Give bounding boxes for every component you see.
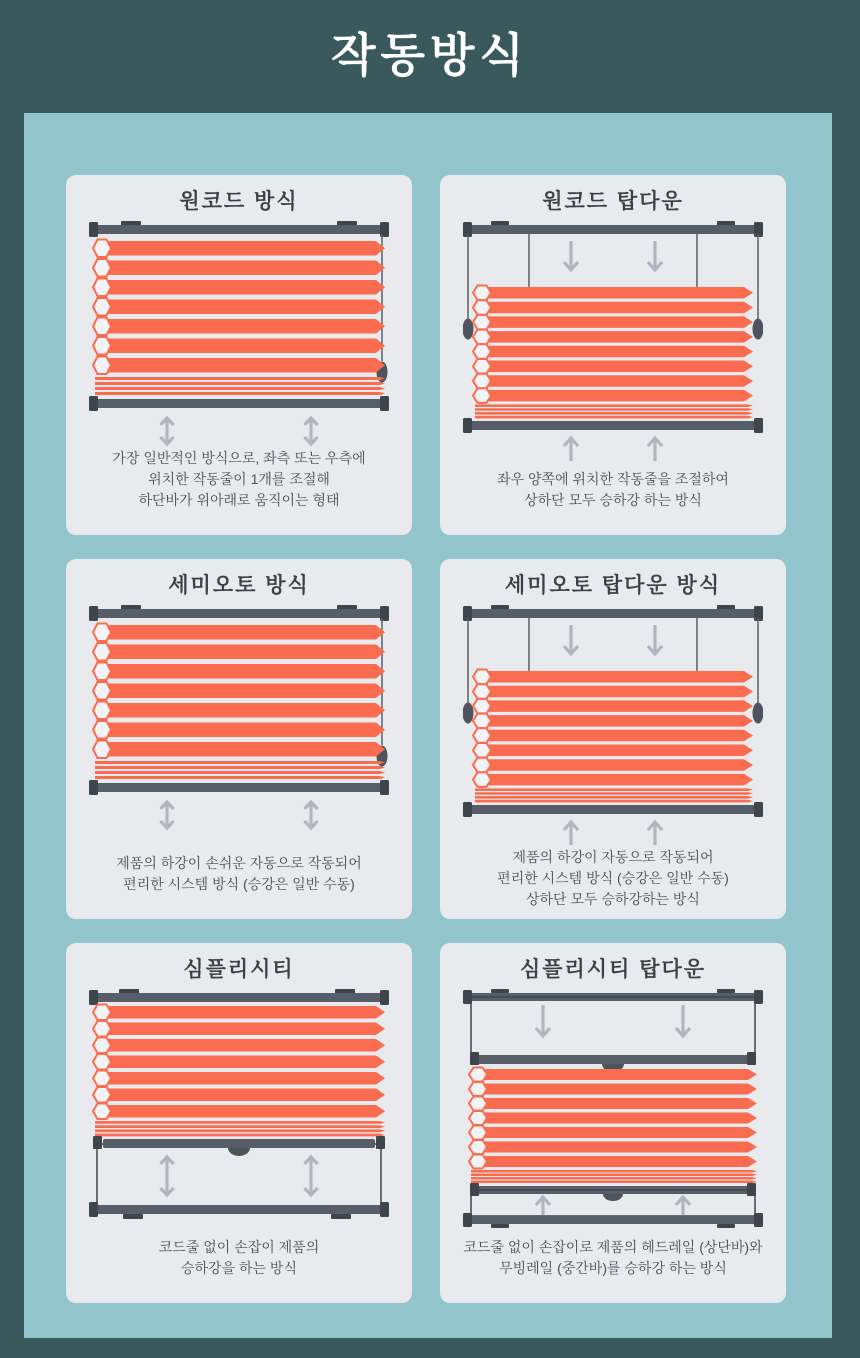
up-arrow-icon	[564, 438, 578, 461]
card-description: 제품의 하강이 자동으로 작동되어 편리한 시스템 방식 (승강은 일반 수동) 상하단 모두 승하강하는 방식	[497, 849, 729, 908]
up-arrow-icon	[648, 822, 662, 845]
down-arrow-icon	[536, 1005, 550, 1036]
blind-diagram-handle	[89, 989, 389, 1219]
blind-diagram-single-cord	[89, 605, 389, 831]
up-down-arrow-icon	[161, 418, 174, 444]
up-arrow-icon	[648, 438, 662, 461]
card-semi-auto-topdown	[440, 559, 786, 919]
card-title: 원코드 탑다운	[542, 190, 684, 213]
down-arrow-icon	[564, 625, 578, 654]
up-down-arrow-icon	[161, 1157, 174, 1195]
up-arrow-icon	[564, 822, 578, 845]
cord-tassel	[753, 703, 764, 724]
blind-diagram-handle-topdown	[463, 989, 763, 1229]
card-description: 제품의 하강이 손쉬운 자동으로 작동되어 편리한 시스템 방식 (승강은 일반 수동)	[116, 855, 362, 892]
up-arrow-icon	[536, 1197, 550, 1215]
card-title: 세미오토 탑다운 방식	[504, 574, 722, 597]
card-description: 코드줄 없이 손잡이 제품의 승하강을 하는 방식	[158, 1239, 320, 1276]
card-one-cord-topdown	[440, 175, 786, 535]
up-down-arrow-icon	[305, 418, 318, 444]
handle-grip	[228, 1148, 250, 1156]
card-one-cord	[66, 175, 412, 535]
blind-diagram-single-cord	[89, 221, 389, 447]
up-down-arrow-icon	[305, 1157, 318, 1195]
cord-tassel	[463, 319, 474, 340]
blind-diagram-topdown-cord	[463, 221, 763, 463]
page-title: 작동방식	[331, 28, 529, 81]
down-arrow-icon	[648, 625, 662, 654]
cord-tassel	[753, 319, 764, 340]
handle-grip	[603, 1194, 623, 1201]
down-arrow-icon	[676, 1005, 690, 1036]
card-simplicity-topdown	[440, 943, 786, 1303]
card-simplicity	[66, 943, 412, 1303]
card-semi-auto	[66, 559, 412, 919]
card-title: 심플리시티 탑다운	[519, 958, 707, 981]
card-description: 가장 일반적인 방식으로, 좌측 또는 우측에 위치한 작동줄이 1개를 조절해 하단바가 위아래로 움직이는 형태	[112, 450, 366, 508]
down-arrow-icon	[564, 241, 578, 270]
up-down-arrow-icon	[161, 802, 174, 828]
card-description: 좌우 양쪽에 위치한 작동줄을 조절하여 상하단 모두 승하강 하는 방식	[497, 471, 729, 508]
down-arrow-icon	[648, 241, 662, 270]
cards-grid	[66, 175, 786, 1303]
up-down-arrow-icon	[305, 802, 318, 828]
card-title: 심플리시티	[183, 958, 295, 981]
page-header	[0, 0, 860, 113]
blind-diagram-topdown-cord	[463, 605, 763, 847]
up-arrow-icon	[676, 1197, 690, 1215]
content-panel	[24, 113, 832, 1338]
card-title: 원코드 방식	[179, 190, 299, 213]
card-title: 세미오토 방식	[168, 574, 310, 597]
card-description: 코드줄 없이 손잡이로 제품의 헤드레일 (상단바)와 무빙레일 (중간바)를 승하강 하는 방식	[463, 1239, 763, 1276]
cord-tassel	[463, 703, 474, 724]
